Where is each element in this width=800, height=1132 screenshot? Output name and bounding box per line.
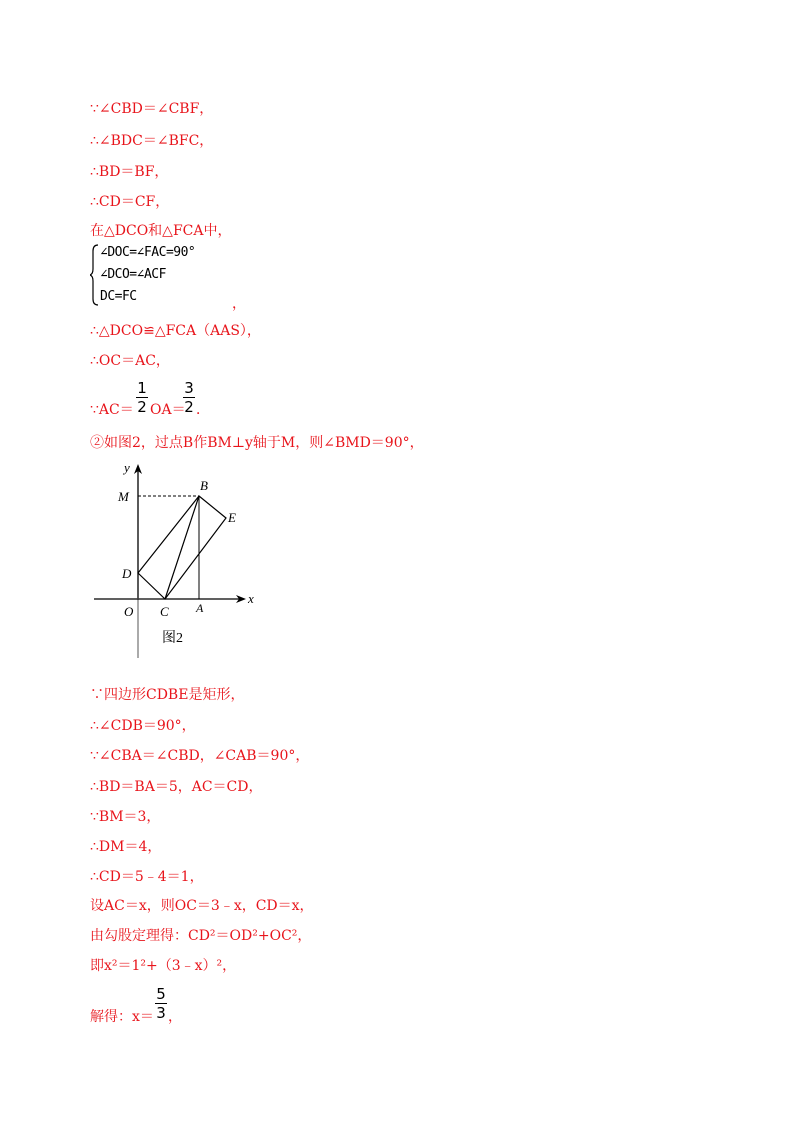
fraction-three-halves (183, 380, 195, 415)
figure-2-diagram (90, 458, 270, 658)
text-line: ∵∠CBA＝∠CBD，∠CAB＝90°， (90, 748, 310, 764)
system-row: ∠DCO=∠ACF (100, 267, 166, 282)
equation-system (90, 243, 250, 307)
left-brace-icon (90, 243, 100, 307)
text-line: ②如图2，过点B作BM⊥y轴于M，则∠BMD＝90°， (90, 435, 424, 451)
fraction-denominator: 3 (156, 1004, 166, 1022)
text-line: ∵∠CBD＝∠CBF， (90, 101, 214, 117)
text-line: ∴CD＝CF， (90, 194, 170, 210)
label-e: E (228, 510, 236, 525)
text-line: ∴∠CDB＝90°， (90, 718, 196, 734)
label-m: M (118, 489, 129, 504)
label-o: O (124, 604, 134, 619)
text-line: ∴BD＝BA＝5，AC＝CD， (90, 779, 263, 795)
label-x: x (248, 591, 254, 606)
text-line: ∴DM＝4， (90, 839, 162, 855)
text-line: 即x²＝1²+（3﹣x）²， (90, 958, 237, 974)
label-y: y (124, 460, 130, 475)
fraction-numerator: 1 (137, 379, 147, 397)
fraction-one-half (136, 380, 148, 415)
text-line: ∵四边形CDBE是矩形， (90, 687, 245, 703)
solve-line-suffix: ， (168, 1009, 182, 1025)
system-trailing-comma: ， (232, 296, 246, 312)
text-line: ∴BD＝BF， (90, 164, 169, 180)
text-line: ∴∠BDC＝∠BFC， (90, 133, 214, 149)
text-line: ∵BM＝3， (90, 809, 161, 825)
label-a: A (196, 601, 204, 615)
label-c: C (160, 604, 169, 619)
ac-line-prefix: ∵AC＝ (90, 402, 134, 418)
label-b: B (200, 478, 208, 493)
fraction-numerator: 5 (156, 985, 166, 1003)
system-row: ∠DOC=∠FAC=90° (100, 245, 196, 260)
solve-line-prefix: 解得：x＝ (90, 1009, 154, 1025)
text-line: ∴CD＝5﹣4＝1， (90, 869, 204, 885)
text-line: ∴OC＝AC， (90, 353, 170, 369)
figure-caption: 图2 (162, 631, 183, 646)
fraction-five-thirds (155, 986, 167, 1021)
system-row: DC=FC (100, 289, 137, 304)
segment-cb (165, 496, 199, 599)
ac-line-suffix: ． (196, 402, 210, 418)
ac-line-middle: OA＝ (150, 402, 186, 418)
text-line: 在△DCO和△FCA中， (90, 223, 232, 239)
text-line: ∴△DCO≌△FCA（AAS）， (90, 323, 261, 339)
fraction-denominator: 2 (137, 398, 147, 416)
text-line: 设AC＝x，则OC＝3﹣x，CD＝x， (90, 898, 314, 914)
fraction-denominator: 2 (184, 398, 194, 416)
text-line: 由勾股定理得：CD²＝OD²+OC²， (90, 928, 312, 944)
label-d: D (122, 566, 132, 581)
fraction-numerator: 3 (184, 379, 194, 397)
